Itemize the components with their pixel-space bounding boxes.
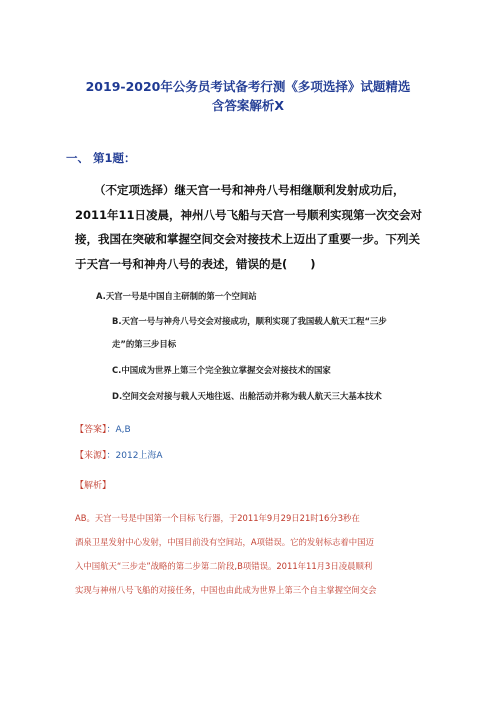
analysis-line: 实现与神州八号飞船的对接任务，中国也由此成为世界上第三个自主掌握空间交会	[75, 585, 377, 595]
document-title-line1: 2019-2020年公务员考试备考行测《多项选择》试题精选	[85, 79, 411, 94]
option-c: C.中国成为世界上第三个完全独立掌握交会对接技术的国家	[112, 365, 331, 375]
option-d: D.空间交会对接与载人天地往返、出舱活动并称为载人航天三大基本技术	[112, 391, 382, 401]
document-title-line2: 含答案解析Ⅹ	[211, 98, 285, 113]
source-label: 【来源】	[75, 451, 107, 461]
question-line: 于天宫一号和神舟八号的表述，错误的是( )	[75, 257, 316, 271]
answer-value: ：A,B	[106, 425, 131, 435]
analysis-label: 【解析】	[75, 481, 112, 491]
question-line: 2011年11日凌晨，神州八号飞船与天宫一号顺利实现第一次交会对	[75, 208, 423, 222]
section-heading: 一、 第1题：	[66, 151, 136, 165]
option-b-continued: 走”的第三步目标	[112, 339, 177, 349]
option-a: A.天宫一号是中国自主研制的第一个空间站	[96, 291, 257, 301]
answer-row	[75, 423, 131, 437]
analysis-line: 酒泉卫星发射中心发射，中国目前没有空间站，A项错误。它的发射标志着中国迈	[75, 537, 374, 547]
source-value: ：2012上海A	[106, 451, 163, 461]
question-line: 接，我国在突破和掌握空间交会对接技术上迈出了重要一步。下列关	[75, 232, 420, 246]
analysis-line: AB。天宫一号是中国第一个目标飞行器，于2011年9月29日21时16分3秒在	[75, 513, 360, 523]
option-b: B.天宫一号与神舟八号交会对接成功，顺利实现了我国载人航天工程“三步	[112, 316, 387, 326]
source-row	[75, 449, 163, 463]
analysis-row	[75, 479, 111, 493]
question-line: （不定项选择）继天宫一号和神舟八号相继顺利发射成功后，	[94, 183, 405, 197]
answer-label: 【答案】	[75, 425, 107, 435]
analysis-line: 入中国航天“三步走”战略的第二步第二阶段,B项错误。2011年11月3日凌晨顺利	[75, 561, 373, 571]
